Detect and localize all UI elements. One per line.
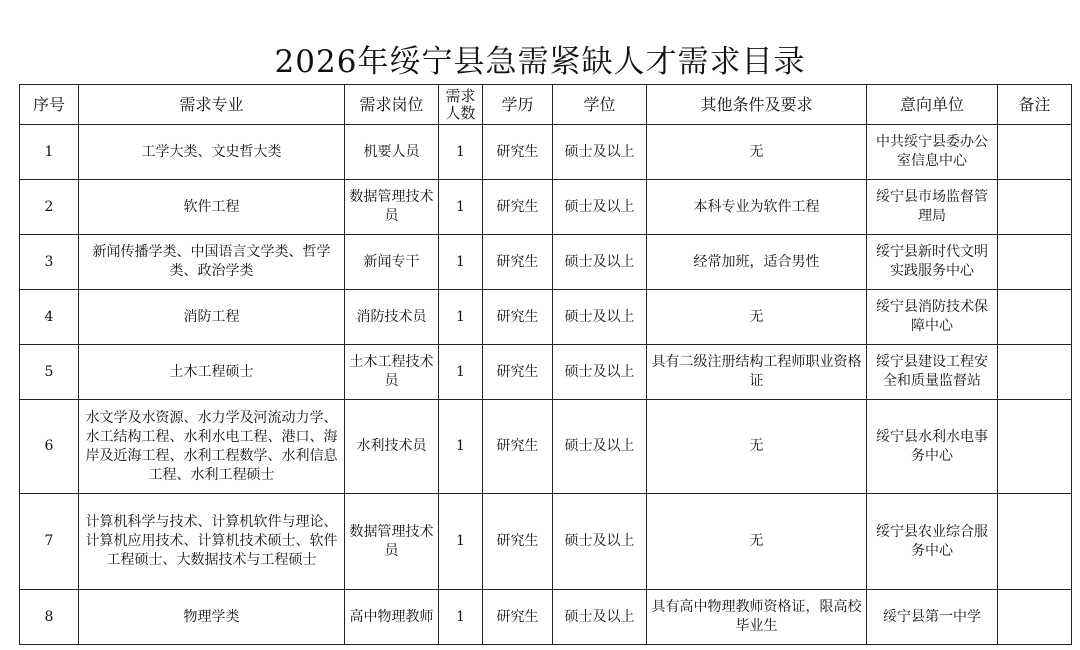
- cell-remarks: [998, 180, 1072, 235]
- cell-conditions: 无: [647, 290, 867, 345]
- cell-degree: 硕士及以上: [553, 125, 647, 180]
- cell-seq: 8: [20, 590, 79, 645]
- cell-education: 研究生: [483, 235, 553, 290]
- table-header-row: [20, 85, 1072, 125]
- cell-major: 工学大类、文史哲大类: [79, 125, 345, 180]
- table-row: [20, 590, 1072, 645]
- cell-major: 土木工程硕士: [79, 345, 345, 400]
- cell-education: 研究生: [483, 590, 553, 645]
- talent-demand-table: [19, 84, 1072, 645]
- cell-degree: 硕士及以上: [553, 180, 647, 235]
- cell-position: 数据管理技术员: [345, 180, 439, 235]
- cell-unit: 绥宁县第一中学: [867, 590, 998, 645]
- cell-conditions: 具有二级注册结构工程师职业资格证: [647, 345, 867, 400]
- cell-education: 研究生: [483, 180, 553, 235]
- cell-remarks: [998, 590, 1072, 645]
- cell-degree: 硕士及以上: [553, 494, 647, 590]
- cell-seq: 2: [20, 180, 79, 235]
- cell-major: 计算机科学与技术、计算机软件与理论、计算机应用技术、计算机技术硕士、软件工程硕士、大数据技术与工程硕士: [79, 494, 345, 590]
- cell-major: 软件工程: [79, 180, 345, 235]
- cell-position: 机要人员: [345, 125, 439, 180]
- cell-major: 新闻传播学类、中国语言文学类、哲学类、政治学类: [79, 235, 345, 290]
- cell-seq: 3: [20, 235, 79, 290]
- cell-conditions: 经常加班，适合男性: [647, 235, 867, 290]
- cell-major: 物理学类: [79, 590, 345, 645]
- cell-count: 1: [439, 125, 483, 180]
- cell-education: 研究生: [483, 345, 553, 400]
- cell-degree: 硕士及以上: [553, 590, 647, 645]
- cell-unit: 绥宁县新时代文明实践服务中心: [867, 235, 998, 290]
- cell-count: 1: [439, 345, 483, 400]
- cell-degree: 硕士及以上: [553, 235, 647, 290]
- cell-count: 1: [439, 290, 483, 345]
- cell-unit: 中共绥宁县委办公室信息中心: [867, 125, 998, 180]
- cell-position: 新闻专干: [345, 235, 439, 290]
- cell-degree: 硕士及以上: [553, 400, 647, 494]
- header-degree: 学位: [553, 85, 647, 125]
- cell-seq: 5: [20, 345, 79, 400]
- cell-count: 1: [439, 180, 483, 235]
- cell-remarks: [998, 494, 1072, 590]
- header-unit: 意向单位: [867, 85, 998, 125]
- table-row: [20, 494, 1072, 590]
- cell-position: 数据管理技术员: [345, 494, 439, 590]
- header-count: 需求人数: [439, 85, 483, 125]
- cell-count: 1: [439, 494, 483, 590]
- cell-count: 1: [439, 400, 483, 494]
- cell-unit: 绥宁县水利水电事务中心: [867, 400, 998, 494]
- cell-conditions: 本科专业为软件工程: [647, 180, 867, 235]
- cell-unit: 绥宁县消防技术保障中心: [867, 290, 998, 345]
- cell-remarks: [998, 290, 1072, 345]
- cell-conditions: 具有高中物理教师资格证，限高校毕业生: [647, 590, 867, 645]
- cell-seq: 6: [20, 400, 79, 494]
- table-row: [20, 400, 1072, 494]
- cell-position: 水利技术员: [345, 400, 439, 494]
- cell-degree: 硕士及以上: [553, 345, 647, 400]
- cell-unit: 绥宁县建设工程安全和质量监督站: [867, 345, 998, 400]
- cell-conditions: 无: [647, 400, 867, 494]
- cell-major: 消防工程: [79, 290, 345, 345]
- cell-remarks: [998, 125, 1072, 180]
- header-position: 需求岗位: [345, 85, 439, 125]
- cell-unit: 绥宁县农业综合服务中心: [867, 494, 998, 590]
- cell-remarks: [998, 235, 1072, 290]
- header-conditions: 其他条件及要求: [647, 85, 867, 125]
- header-remarks: 备注: [998, 85, 1072, 125]
- table-row: [20, 180, 1072, 235]
- header-seq: 序号: [20, 85, 79, 125]
- cell-education: 研究生: [483, 125, 553, 180]
- cell-remarks: [998, 400, 1072, 494]
- cell-position: 消防技术员: [345, 290, 439, 345]
- cell-position: 土木工程技术员: [345, 345, 439, 400]
- header-education: 学历: [483, 85, 553, 125]
- cell-count: 1: [439, 235, 483, 290]
- page-title: 2026年绥宁县急需紧缺人才需求目录: [274, 44, 806, 80]
- cell-position: 高中物理教师: [345, 590, 439, 645]
- table-row: [20, 345, 1072, 400]
- table-row: [20, 235, 1072, 290]
- cell-education: 研究生: [483, 494, 553, 590]
- cell-degree: 硕士及以上: [553, 290, 647, 345]
- cell-education: 研究生: [483, 290, 553, 345]
- header-major: 需求专业: [79, 85, 345, 125]
- cell-unit: 绥宁县市场监督管理局: [867, 180, 998, 235]
- table-row: [20, 290, 1072, 345]
- cell-conditions: 无: [647, 494, 867, 590]
- cell-education: 研究生: [483, 400, 553, 494]
- cell-major: 水文学及水资源、水力学及河流动力学、水工结构工程、水利水电工程、港口、海岸及近海工程、水利工程数学、水利信息工程、水利工程硕士: [79, 400, 345, 494]
- table-row: [20, 125, 1072, 180]
- cell-seq: 1: [20, 125, 79, 180]
- cell-count: 1: [439, 590, 483, 645]
- cell-seq: 4: [20, 290, 79, 345]
- cell-seq: 7: [20, 494, 79, 590]
- cell-remarks: [998, 345, 1072, 400]
- cell-conditions: 无: [647, 125, 867, 180]
